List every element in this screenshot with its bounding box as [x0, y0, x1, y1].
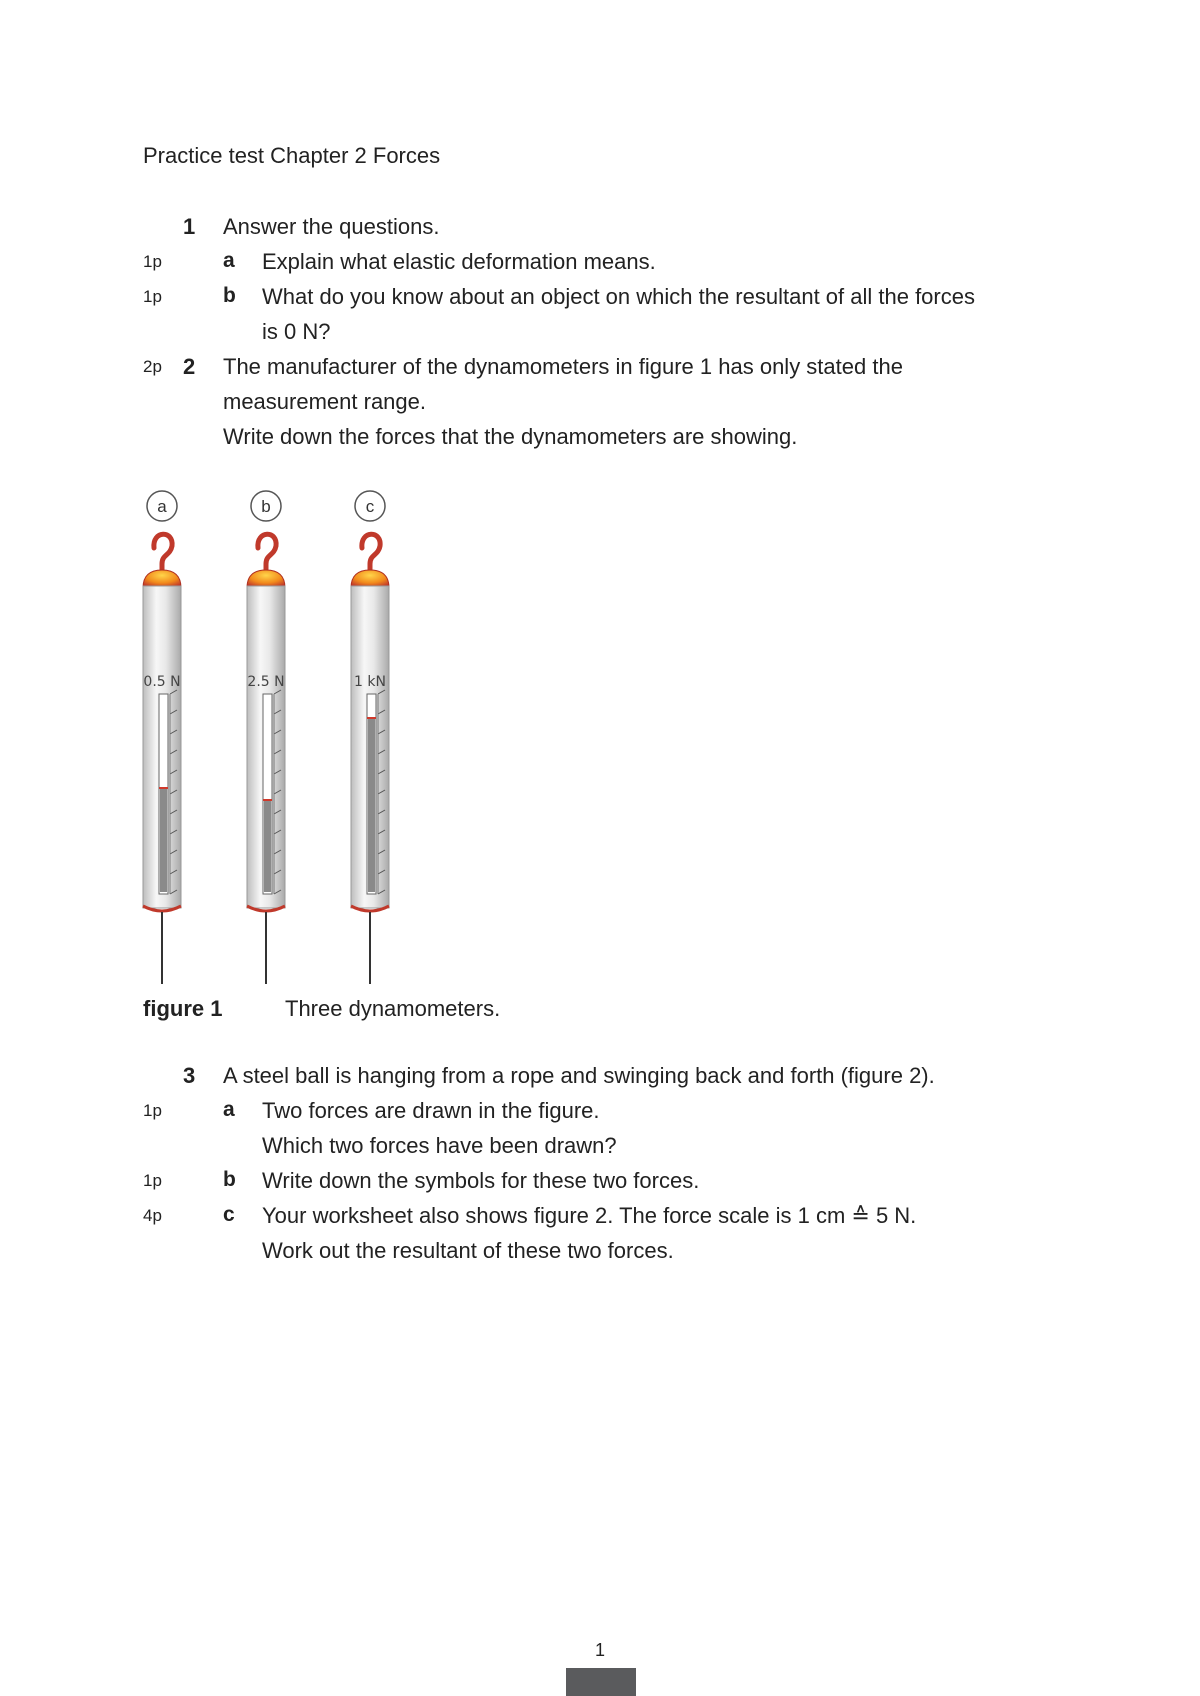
q3b-label: b: [223, 1168, 236, 1191]
question-2-text-line3: Write down the forces that the dynamometers are showing.: [223, 424, 798, 449]
q3a-text-line1: Two forces are drawn in the figure.: [262, 1098, 600, 1123]
dynamometer-c-letter: c: [365, 497, 375, 516]
dynamometer-a-range: 0.5 N: [143, 674, 181, 690]
question-3-number: 3: [183, 1063, 196, 1088]
q1a-points: 1p: [143, 252, 162, 271]
dynamometer-a: [143, 491, 181, 984]
question-3-text: A steel ball is hanging from a rope and swinging back and forth (figure 2).: [223, 1063, 935, 1088]
q3c-label: c: [223, 1203, 235, 1226]
q1b-text: What do you know about an object on which the resultant of all the forces: [262, 284, 975, 309]
dynamometers-figure: [130, 486, 410, 986]
q1b-text-continued: is 0 N?: [262, 319, 331, 344]
dynamometer-c-hook: [362, 534, 380, 574]
dynamometer-b-cap: [247, 570, 285, 588]
dynamometer-c-indicator: [368, 718, 375, 892]
dynamometer-c-range: 1 kN: [354, 674, 386, 690]
q2-points: 2p: [143, 357, 162, 376]
question-2-text-line1: The manufacturer of the dynamometers in figure 1 has only stated the: [223, 354, 903, 379]
q3a-points: 1p: [143, 1101, 162, 1120]
question-1-text: Answer the questions.: [223, 214, 440, 239]
q3c-text-line1: Your worksheet also shows figure 2. The force scale is 1 cm ≙ 5 N.: [262, 1203, 917, 1228]
question-2-number: 2: [183, 354, 196, 379]
q3a-text-line2: Which two forces have been drawn?: [262, 1133, 617, 1158]
dynamometer-a-hook: [154, 534, 172, 574]
question-2-text-line2: measurement range.: [223, 389, 426, 414]
dynamometer-a-letter: a: [157, 497, 167, 516]
dynamometer-b-letter: b: [261, 497, 271, 516]
dynamometer-b-hook: [258, 534, 276, 574]
dynamometer-b: [247, 491, 285, 984]
q3c-points: 4p: [143, 1206, 162, 1225]
q3b-text: Write down the symbols for these two forces.: [262, 1168, 700, 1193]
dynamometer-b-indicator: [264, 800, 271, 892]
page-footer-tab: [566, 1668, 636, 1696]
dynamometer-b-range: 2.5 N: [247, 674, 285, 690]
dynamometer-a-cap: [143, 570, 181, 588]
figure-1-label: figure 1: [143, 996, 223, 1021]
q3a-label: a: [223, 1098, 235, 1121]
q3b-points: 1p: [143, 1171, 162, 1190]
q1a-text: Explain what elastic deformation means.: [262, 249, 656, 274]
page-number: 1: [594, 1640, 605, 1660]
question-1-number: 1: [183, 214, 196, 239]
q1a-label: a: [223, 249, 235, 272]
dynamometer-c: [351, 491, 389, 984]
dynamometer-a-indicator: [160, 788, 167, 892]
q1b-label: b: [223, 284, 236, 307]
figure-1-caption: Three dynamometers.: [285, 996, 501, 1021]
dynamometer-c-cap: [351, 570, 389, 588]
page-title: Practice test Chapter 2 Forces: [143, 143, 441, 168]
q1b-points: 1p: [143, 287, 162, 306]
q3c-text-line2: Work out the resultant of these two forces.: [262, 1238, 674, 1263]
